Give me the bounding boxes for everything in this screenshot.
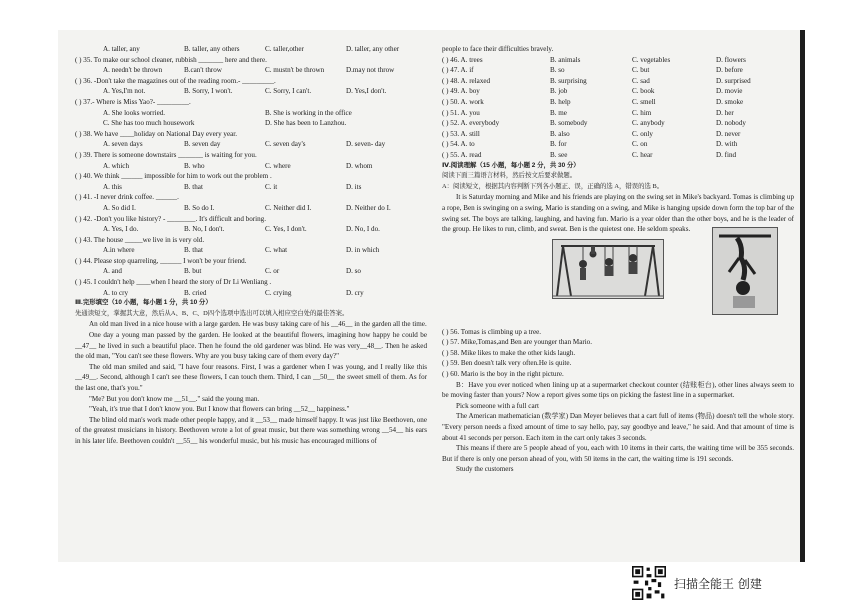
option-a: ( ) 54. A. to bbox=[442, 140, 475, 149]
cloze-paragraph: The old man smiled and said, "I have four reasons. First, I was a gardener when I was young, and I really like this __49__. Second, although I can't see these flowers, I can touch them. Third, I can __50__ the sweet smell of them. As for the last one, that's you." bbox=[75, 362, 427, 392]
option-a: ( ) 55. A. read bbox=[442, 150, 482, 159]
option-b: B. so bbox=[550, 66, 565, 75]
swing-set-picture bbox=[552, 239, 664, 299]
option-d: D. find bbox=[716, 150, 737, 159]
option-a: A. taller, any bbox=[103, 45, 140, 53]
scanner-watermark bbox=[632, 566, 762, 600]
option-c: C. book bbox=[632, 87, 655, 96]
option-d: D. No, I do. bbox=[346, 225, 380, 234]
option-row bbox=[75, 161, 427, 172]
true-false-statement: ( ) 57. Mike,Tomas,and Ben are younger than Mario. bbox=[442, 338, 593, 347]
answer-option-row bbox=[442, 76, 794, 87]
question-line: ( ) 38. We have ____holiday on National Day every year. bbox=[75, 129, 238, 138]
option-a: A. Yes, I do. bbox=[103, 225, 139, 234]
pictures-row bbox=[442, 239, 794, 325]
option-d: D. Neither do I. bbox=[346, 203, 391, 212]
option-a: C. She has too much housework bbox=[103, 119, 195, 128]
answer-option-row bbox=[442, 86, 794, 97]
option-b: B. somebody bbox=[550, 119, 588, 128]
option-row bbox=[75, 245, 427, 256]
option-b: B. surprising bbox=[550, 76, 587, 85]
option-d: D. its bbox=[346, 182, 362, 191]
section-4-instruction: 阅读下面三篇语言材料，然后按文后要求做题。 bbox=[442, 172, 577, 180]
option-b: D. She has been to Lanzhou. bbox=[265, 119, 347, 128]
option-d: D. with bbox=[716, 140, 738, 149]
option-c: C. sad bbox=[632, 76, 650, 85]
option-row bbox=[75, 182, 427, 193]
option-b: B. Sorry, I won't. bbox=[184, 87, 233, 96]
option-d: D. seven- day bbox=[346, 140, 386, 149]
answer-option-row bbox=[442, 108, 794, 119]
passage-b-2: The American mathematician (数学家) Dan Meyer believes that a cart full of items (物品) doesn't tell the whole story. "Every person needs a fixed amount of time to say hello, pay, say goodbye and leave," he said. And that amount of time is about 41 seconds per person. Each item in the cart only takes 3 seconds. bbox=[442, 412, 794, 442]
scanner-brand-label: 扫描全能王 创建 bbox=[674, 576, 762, 591]
option-b: B. No, I don't. bbox=[184, 225, 225, 234]
option-a: ( ) 47. A. if bbox=[442, 66, 474, 75]
option-row bbox=[75, 65, 427, 76]
answer-option-row bbox=[442, 118, 794, 129]
option-d: D. nobody bbox=[716, 119, 746, 128]
cloze-paragraph: "Yeah, it's true that I don't know you. But I know that flowers can bring __52__ happiness." bbox=[89, 405, 350, 414]
subheading-study-customers: Study the customers bbox=[456, 465, 514, 474]
option-b: B. also bbox=[550, 129, 570, 138]
question-line: ( ) 44. Please stop quarreling, ______ I won't be your friend. bbox=[75, 256, 247, 265]
option-row bbox=[75, 44, 427, 55]
option-c: C. seven day's bbox=[265, 140, 306, 149]
option-b: B. but bbox=[184, 267, 202, 276]
option-c: C. crying bbox=[265, 288, 292, 297]
answer-option-row bbox=[442, 55, 794, 66]
passage-b: B：Have you ever noticed when lining up at a supermarket checkout counter (结账柜台), other lines always seem to be moving faster than yours? Now a report gives some tips on picking the fastest line in a supermarket. bbox=[442, 380, 794, 400]
option-b: B. taller, any others bbox=[184, 45, 240, 53]
option-d: D. before bbox=[716, 66, 743, 75]
option-a: A. So did I. bbox=[103, 203, 136, 212]
answer-option-row bbox=[442, 65, 794, 76]
question-line: ( ) 43. The house _____we live in is very old. bbox=[75, 235, 205, 244]
option-c: C. hear bbox=[632, 150, 653, 159]
option-row bbox=[75, 224, 427, 235]
option-a: A. Yes,I'm not. bbox=[103, 87, 146, 96]
option-c: C. on bbox=[632, 140, 648, 149]
section-4-title: Ⅳ.阅读理解（15 小题，每小题 2 分，共 30 分） bbox=[442, 161, 580, 169]
option-c: C. but bbox=[632, 66, 650, 75]
subheading-full-cart: Pick someone with a full cart bbox=[456, 401, 539, 410]
true-false-statement: ( ) 59. Ben doesn't talk very often.He is quite. bbox=[442, 359, 572, 368]
option-d: D. flowers bbox=[716, 55, 746, 64]
option-b: B. cried bbox=[184, 288, 207, 297]
option-b: B. She is working in the office bbox=[265, 108, 352, 117]
true-false-statement: ( ) 56. Tomas is climbing up a tree. bbox=[442, 327, 542, 336]
option-row bbox=[75, 203, 427, 214]
passage-continuation: people to face their difficulties bravely. bbox=[442, 45, 554, 53]
option-b: B. that bbox=[184, 182, 203, 191]
option-a: ( ) 53. A. still bbox=[442, 129, 480, 138]
option-d: D. cry bbox=[346, 288, 364, 297]
option-d: D. never bbox=[716, 129, 741, 138]
left-column bbox=[75, 44, 427, 447]
qr-code-icon bbox=[632, 566, 666, 600]
option-c: C. what bbox=[265, 246, 288, 255]
option-d: D. surprised bbox=[716, 76, 751, 85]
passage-b-3: This means if there are 5 people ahead of you, each with 10 items in their carts, the waiting time will be 355 seconds. But if there is only one person ahead of you, with 50 items in the cart, the waiting time is 191 seconds. bbox=[442, 444, 794, 463]
option-c: C. it bbox=[265, 182, 278, 191]
cloze-paragraph: An old man lived in a nice house with a large garden. He was busy taking care of his __46__ in the garden all the time. bbox=[89, 320, 427, 329]
option-b: B. job bbox=[550, 87, 568, 96]
cloze-paragraph: "Me? But you don't know me __51__." said the young man. bbox=[89, 394, 260, 403]
option-b: B. who bbox=[184, 161, 205, 170]
answer-option-row bbox=[442, 97, 794, 108]
option-a: ( ) 51. A. you bbox=[442, 108, 480, 117]
option-a: ( ) 48. A. relaxed bbox=[442, 76, 491, 85]
option-b: B. So do I. bbox=[184, 203, 215, 212]
option-a: A. this bbox=[103, 182, 122, 191]
option-c: C. where bbox=[265, 161, 291, 170]
question-line: ( ) 41. -I never drink coffee. ______. bbox=[75, 193, 179, 202]
option-c: C. Sorry, I can't. bbox=[265, 87, 312, 96]
option-row bbox=[75, 86, 427, 97]
option-c: C. only bbox=[632, 129, 653, 138]
option-row bbox=[75, 139, 427, 150]
option-a: A. to cry bbox=[103, 288, 129, 297]
option-c: C. smell bbox=[632, 97, 656, 106]
option-c: C. taller,other bbox=[265, 45, 304, 53]
option-a: ( ) 46. A. trees bbox=[442, 55, 483, 64]
option-a: ( ) 49. A. boy bbox=[442, 87, 480, 96]
option-b: B.can't throw bbox=[184, 66, 222, 75]
option-row bbox=[75, 288, 427, 299]
option-c: C. anybody bbox=[632, 119, 665, 128]
option-row bbox=[75, 266, 427, 277]
option-a: A. and bbox=[103, 267, 122, 276]
option-d: D. taller, any other bbox=[346, 45, 400, 53]
option-d: D. in which bbox=[346, 246, 380, 255]
option-c: C. him bbox=[632, 108, 652, 117]
question-line: ( ) 45. I couldn't help ____when I heard the story of Dr Li Wenliang . bbox=[75, 278, 272, 287]
option-d: D. movie bbox=[716, 87, 743, 96]
question-line: ( ) 40. We think ______ impossible for him to work out the problem . bbox=[75, 172, 272, 181]
option-b: B. that bbox=[184, 246, 203, 255]
boy-hanging-picture bbox=[712, 227, 778, 315]
option-a: A. which bbox=[103, 161, 130, 170]
option-row bbox=[75, 108, 427, 119]
question-line: ( ) 35. To make our school cleaner, rubbish _______ here and there. bbox=[75, 55, 267, 64]
option-c: C. mustn't be thrown bbox=[265, 66, 325, 75]
true-false-statement: ( ) 58. Mike likes to make the other kids laugh. bbox=[442, 348, 576, 357]
question-line: ( ) 42. -Don't you like history? - ________. It's difficult and boring. bbox=[75, 214, 266, 223]
option-b: B. animals bbox=[550, 55, 581, 64]
option-d: D. so bbox=[346, 267, 361, 276]
passage-a: It is Saturday morning and Mike and his friends are playing on the swing set in Mike's backyard. Tomas is climbing up a rope, Ben is swinging on a swing, Mario is standing on a swing, and Mike is hanging upside down form the top bar of the swing set. The boys are talking, laughing, and having fun. Mario is a year older than the other boys, and he is the leader of the group. He likes to run, climb, and sweat. Ben is the quietest one. He seldom speaks. bbox=[442, 193, 794, 234]
option-b: B. see bbox=[550, 150, 568, 159]
section-3-instruction: 先通读短文，掌握其大意，然后从A、B、C、D四个选项中选出可以填入相应空白处的最佳答案。 bbox=[75, 309, 349, 317]
option-a: ( ) 50. A. work bbox=[442, 97, 484, 106]
option-d: D.may not throw bbox=[346, 66, 395, 75]
option-d: D. Yes,I don't. bbox=[346, 87, 387, 96]
answer-option-row bbox=[442, 150, 794, 161]
option-c: C. or bbox=[265, 267, 280, 276]
option-d: D. her bbox=[716, 108, 734, 117]
cloze-paragraph: One day a young man passed by the garden. He looked at the beautiful flowers, imagining how happy he could be __47__ he lived in such a beautiful place. Then he found the old gardener was blind. He was very__48__. Then he asked the old man, "You can't see these flowers. Why are you busy taking care of them every day?" bbox=[75, 331, 427, 361]
option-d: D. whom bbox=[346, 161, 373, 170]
option-a: A. needn't be thrown bbox=[103, 66, 163, 75]
option-c: C. vegetables bbox=[632, 55, 671, 64]
option-b: B. for bbox=[550, 140, 567, 149]
section-3-title: Ⅲ.完形填空（10 小题，每小题 1 分，共 10 分） bbox=[75, 299, 212, 307]
cloze-paragraph: The blind old man's work made other people happy, and it __53__ made himself happy. It was just like Beethoven, one of the greatest musicians in history. Beethoven wrote a lot of great music, but there was something wrong __54__ his ears in his later life. Beethoven couldn't __55__ his wonderful music, but his music has encouraged millions of bbox=[75, 415, 427, 445]
option-a: ( ) 52. A. everybody bbox=[442, 119, 500, 128]
option-b: B. help bbox=[550, 97, 571, 106]
option-a: A. She looks worried. bbox=[103, 108, 166, 117]
question-line: ( ) 39. There is someone downstairs _______ is waiting for you. bbox=[75, 150, 257, 159]
option-row bbox=[75, 118, 427, 129]
option-c: C. Neither did I. bbox=[265, 203, 312, 212]
answer-option-row bbox=[442, 139, 794, 150]
option-a: A.in where bbox=[103, 246, 135, 255]
scanned-exam-page bbox=[58, 30, 805, 562]
question-line: ( ) 36. -Don't take the magazines out of the reading room.- _________. bbox=[75, 76, 276, 85]
question-line: ( ) 37.- Where is Miss Yao?- _________. bbox=[75, 97, 191, 106]
option-c: C. Yes, I don't. bbox=[265, 225, 307, 234]
option-b: B. me bbox=[550, 108, 567, 117]
right-column bbox=[442, 44, 794, 475]
answer-option-row bbox=[442, 129, 794, 140]
option-d: D. smoke bbox=[716, 97, 744, 106]
part-a-instruction: A：阅读短文，根据其内容判断下列各小题正、误，正确的选 A，错误的选 B。 bbox=[442, 182, 664, 190]
option-b: B. seven day bbox=[184, 140, 221, 149]
option-a: A. seven days bbox=[103, 140, 143, 149]
true-false-statement: ( ) 60. Mario is the boy in the right picture. bbox=[442, 370, 564, 379]
